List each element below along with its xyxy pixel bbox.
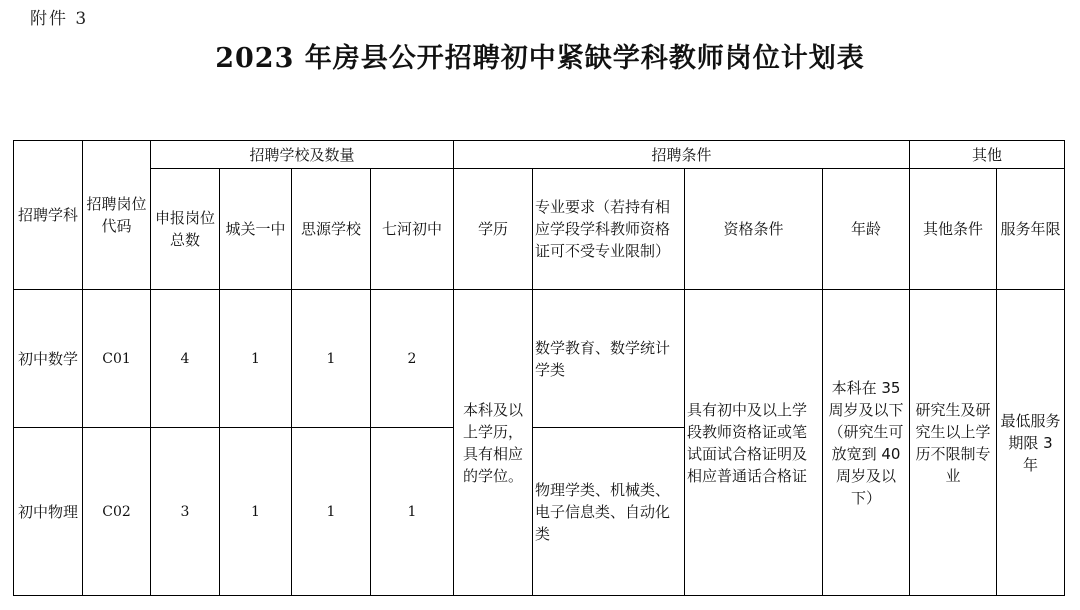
table-group-header-row [14,141,1065,169]
cell-major: 数学教育、数学统计学类 [533,290,685,428]
header-total: 申报岗位总数 [151,169,220,290]
header-other-conditions: 其他条件 [910,169,997,290]
header-group-other: 其他 [910,141,1065,169]
cell-school-qihe: 2 [371,290,454,428]
cell-subject: 初中数学 [14,290,83,428]
cell-education: 本科及以上学历，具有相应的学位。 [454,290,533,596]
cell-school-qihe: 1 [371,428,454,596]
cell-age: 本科在 35 周岁及以下（研究生可放宽到 40 周岁及以下） [823,290,910,596]
cell-code: C01 [83,290,151,428]
header-age: 年龄 [823,169,910,290]
cell-code: C02 [83,428,151,596]
header-qualification: 资格条件 [685,169,823,290]
header-education: 学历 [454,169,533,290]
table-row [14,290,1065,428]
header-major: 专业要求（若持有相应学段学科教师资格证可不受专业限制） [533,169,685,290]
cell-qualification: 具有初中及以上学段教师资格证或笔试面试合格证明及相应普通话合格证 [685,290,823,596]
header-service-years: 服务年限 [997,169,1065,290]
cell-total: 4 [151,290,220,428]
recruitment-plan-table [13,140,1065,596]
table-column-header-row [14,169,1065,290]
attachment-label: 附件 3 [30,9,89,29]
cell-other-conditions: 研究生及研究生以上学历不限制专业 [910,290,997,596]
cell-school-siyuan: 1 [292,428,371,596]
header-school-chengguan: 城关一中 [220,169,292,290]
header-subject: 招聘学科 [14,141,83,290]
cell-school-siyuan: 1 [292,290,371,428]
header-school-siyuan: 思源学校 [292,169,371,290]
cell-major: 物理学类、机械类、电子信息类、自动化类 [533,428,685,596]
cell-service-years: 最低服务期限 3 年 [997,290,1065,596]
header-group-conditions: 招聘条件 [454,141,910,169]
cell-school-chengguan: 1 [220,290,292,428]
cell-subject: 初中物理 [14,428,83,596]
header-school-qihe: 七河初中 [371,169,454,290]
cell-school-chengguan: 1 [220,428,292,596]
header-group-schools: 招聘学校及数量 [151,141,454,169]
header-code: 招聘岗位代码 [83,141,151,290]
page-title: 2023 年房县公开招聘初中紧缺学科教师岗位计划表 [215,43,865,74]
cell-total: 3 [151,428,220,596]
